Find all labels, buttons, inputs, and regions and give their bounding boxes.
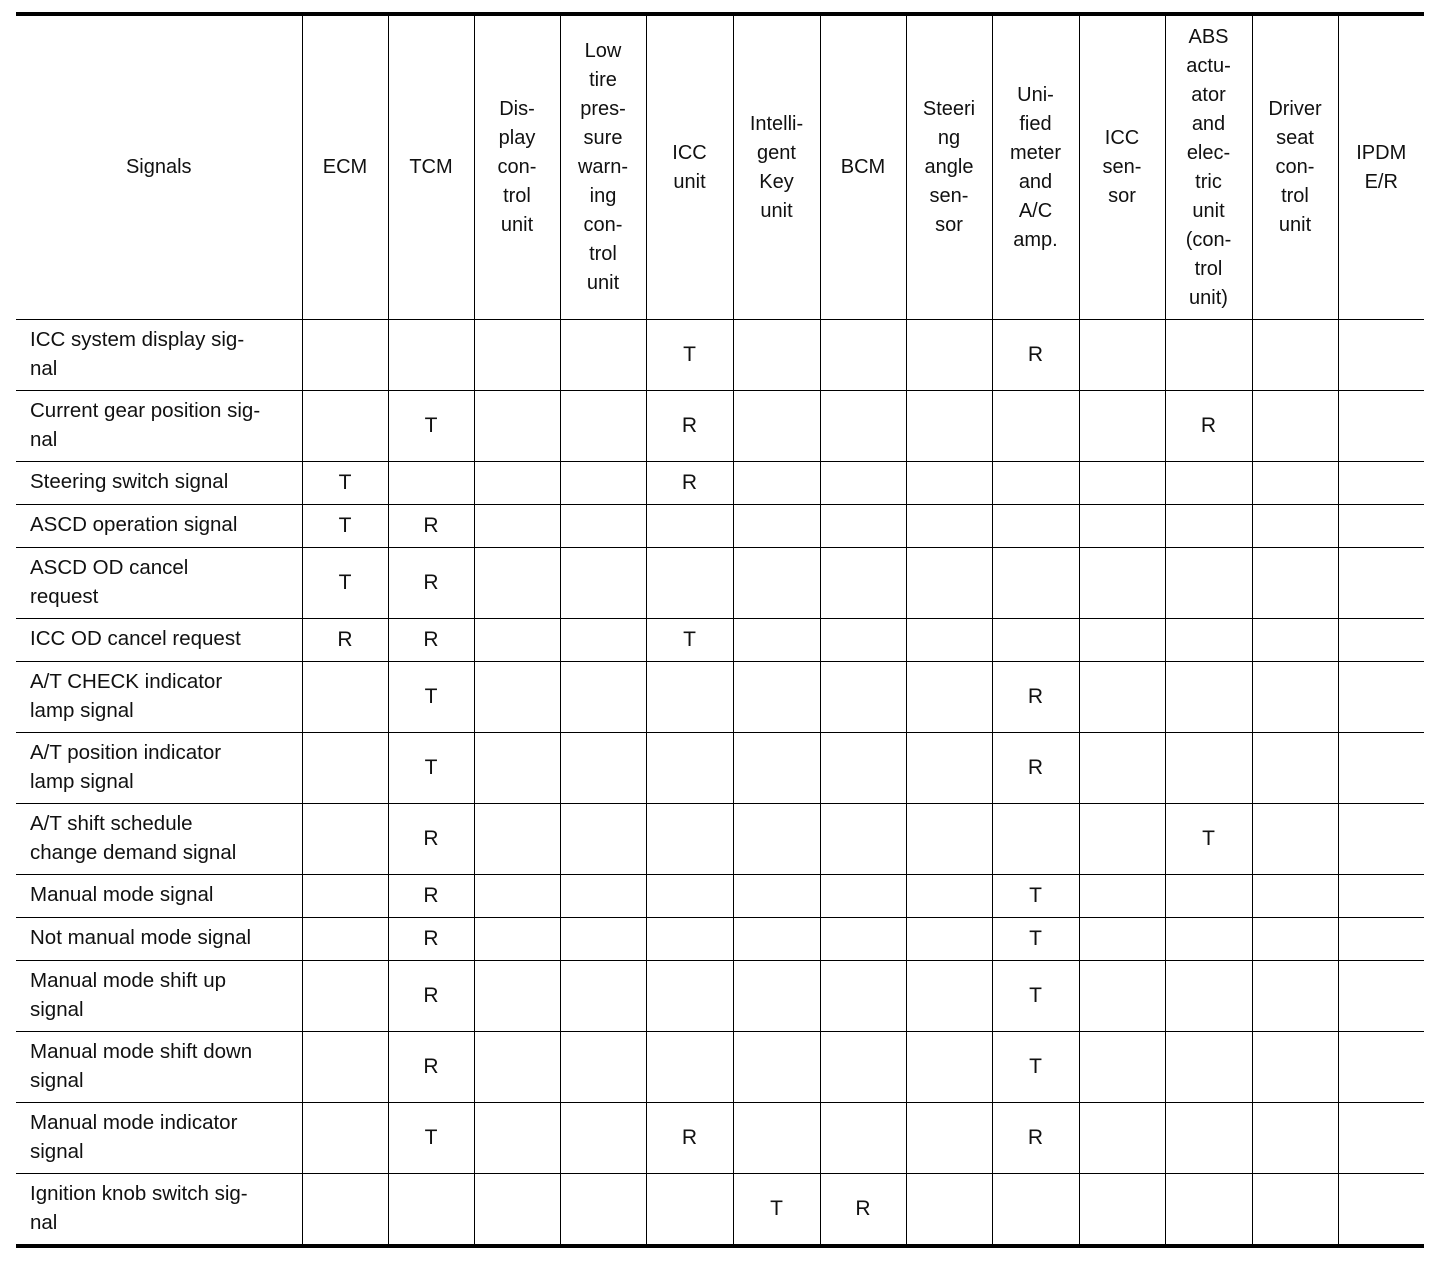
signal-mark-cell xyxy=(646,1174,733,1247)
signal-mark-cell xyxy=(1252,619,1338,662)
table-header xyxy=(16,14,1424,320)
signal-mark-cell: T xyxy=(992,1032,1079,1103)
signal-mark-cell xyxy=(906,961,992,1032)
signal-mark-cell xyxy=(1252,548,1338,619)
signal-mark-cell xyxy=(733,1032,820,1103)
signal-mark-cell xyxy=(992,1174,1079,1247)
signal-name-cell: Manual mode shift up signal xyxy=(16,961,302,1032)
signal-name-cell: ASCD OD cancel request xyxy=(16,548,302,619)
signal-mark-cell: R xyxy=(646,1103,733,1174)
signal-mark-cell: T xyxy=(733,1174,820,1247)
signal-mark-cell xyxy=(1338,462,1424,505)
column-header: ECM xyxy=(302,14,388,320)
signal-mark-cell xyxy=(560,918,646,961)
signal-mark-cell xyxy=(1079,619,1165,662)
signal-mark-cell xyxy=(474,961,560,1032)
signal-mark-cell: T xyxy=(992,875,1079,918)
signal-mark-cell: T xyxy=(992,918,1079,961)
signal-mark-cell xyxy=(1338,918,1424,961)
table-row xyxy=(16,961,1424,1032)
signal-mark-cell xyxy=(388,320,474,391)
signal-mark-cell xyxy=(646,875,733,918)
signal-mark-cell xyxy=(474,875,560,918)
signal-mark-cell xyxy=(560,619,646,662)
signal-mark-cell xyxy=(1165,662,1252,733)
signal-mark-cell xyxy=(302,1032,388,1103)
signal-mark-cell xyxy=(906,505,992,548)
signal-mark-cell xyxy=(1252,1032,1338,1103)
signal-mark-cell xyxy=(992,391,1079,462)
signal-mark-cell: R xyxy=(646,462,733,505)
signal-name-cell: Steering switch signal xyxy=(16,462,302,505)
column-header: Intelli- gent Key unit xyxy=(733,14,820,320)
signal-mark-cell xyxy=(560,462,646,505)
signal-mark-cell xyxy=(1252,918,1338,961)
signal-mark-cell: R xyxy=(992,733,1079,804)
signal-mark-cell: T xyxy=(388,1103,474,1174)
signal-mark-cell: R xyxy=(992,320,1079,391)
signal-mark-cell xyxy=(820,320,906,391)
signal-name-cell: Manual mode signal xyxy=(16,875,302,918)
can-signal-table xyxy=(16,12,1424,1248)
signal-mark-cell xyxy=(474,320,560,391)
signal-mark-cell xyxy=(302,804,388,875)
signal-mark-cell xyxy=(1165,1174,1252,1247)
signal-mark-cell xyxy=(302,1174,388,1247)
signal-mark-cell xyxy=(560,662,646,733)
signal-mark-cell xyxy=(1079,320,1165,391)
signal-mark-cell xyxy=(1338,662,1424,733)
signal-mark-cell xyxy=(302,320,388,391)
signal-mark-cell xyxy=(1252,462,1338,505)
column-header: Driver seat con- trol unit xyxy=(1252,14,1338,320)
signal-mark-cell xyxy=(906,320,992,391)
signal-mark-cell xyxy=(388,1174,474,1247)
column-header: BCM xyxy=(820,14,906,320)
signal-mark-cell xyxy=(646,548,733,619)
column-header: ICC unit xyxy=(646,14,733,320)
signal-mark-cell xyxy=(1079,733,1165,804)
signal-mark-cell xyxy=(992,619,1079,662)
signal-mark-cell xyxy=(560,733,646,804)
table-row xyxy=(16,804,1424,875)
signal-mark-cell xyxy=(1079,548,1165,619)
signal-mark-cell xyxy=(733,961,820,1032)
signal-mark-cell xyxy=(906,733,992,804)
signal-mark-cell xyxy=(560,548,646,619)
signal-mark-cell xyxy=(1252,505,1338,548)
signal-mark-cell xyxy=(1252,804,1338,875)
signal-mark-cell xyxy=(474,1103,560,1174)
signal-mark-cell xyxy=(646,961,733,1032)
signal-mark-cell xyxy=(560,505,646,548)
signal-mark-cell xyxy=(1165,1032,1252,1103)
signal-mark-cell xyxy=(646,662,733,733)
signal-mark-cell xyxy=(302,1103,388,1174)
table-row xyxy=(16,1103,1424,1174)
signal-mark-cell: R xyxy=(388,548,474,619)
signal-mark-cell xyxy=(992,804,1079,875)
table-row xyxy=(16,918,1424,961)
signal-name-cell: ICC OD cancel request xyxy=(16,619,302,662)
signal-mark-cell xyxy=(906,462,992,505)
signal-mark-cell xyxy=(1165,961,1252,1032)
signal-mark-cell xyxy=(1338,505,1424,548)
signal-mark-cell: T xyxy=(646,320,733,391)
signal-name-cell: Ignition knob switch sig- nal xyxy=(16,1174,302,1247)
signal-mark-cell xyxy=(1079,662,1165,733)
signal-mark-cell xyxy=(302,961,388,1032)
signal-mark-cell xyxy=(1338,1103,1424,1174)
signal-mark-cell xyxy=(733,619,820,662)
signal-mark-cell xyxy=(1338,1032,1424,1103)
signal-mark-cell xyxy=(820,961,906,1032)
signal-mark-cell xyxy=(646,733,733,804)
signal-mark-cell xyxy=(302,733,388,804)
column-header: Uni- fied meter and A/C amp. xyxy=(992,14,1079,320)
signal-mark-cell xyxy=(906,1103,992,1174)
table-row xyxy=(16,1032,1424,1103)
signal-mark-cell: T xyxy=(1165,804,1252,875)
signal-mark-cell: T xyxy=(302,505,388,548)
signal-mark-cell xyxy=(560,1032,646,1103)
signal-mark-cell xyxy=(474,619,560,662)
header-row xyxy=(16,14,1424,320)
column-header: ABS actu- ator and elec- tric unit (con- trol unit) xyxy=(1165,14,1252,320)
signal-mark-cell xyxy=(992,505,1079,548)
signal-mark-cell xyxy=(820,918,906,961)
signal-mark-cell xyxy=(1079,1174,1165,1247)
signal-mark-cell xyxy=(1165,505,1252,548)
signal-mark-cell xyxy=(1252,662,1338,733)
signal-mark-cell xyxy=(906,619,992,662)
table-row xyxy=(16,1174,1424,1247)
table-row xyxy=(16,875,1424,918)
signal-mark-cell xyxy=(474,918,560,961)
signal-mark-cell xyxy=(1079,875,1165,918)
signal-mark-cell xyxy=(1252,1103,1338,1174)
signal-name-cell: A/T position indicator lamp signal xyxy=(16,733,302,804)
signal-mark-cell: R xyxy=(388,918,474,961)
signal-mark-cell: R xyxy=(1165,391,1252,462)
table-row xyxy=(16,548,1424,619)
signal-mark-cell xyxy=(1079,462,1165,505)
signal-mark-cell xyxy=(733,733,820,804)
signal-mark-cell xyxy=(992,548,1079,619)
signal-mark-cell xyxy=(1338,548,1424,619)
signal-mark-cell xyxy=(733,804,820,875)
signal-mark-cell xyxy=(820,1103,906,1174)
signal-mark-cell xyxy=(560,391,646,462)
column-header-signals: Signals xyxy=(16,14,302,320)
signal-mark-cell: T xyxy=(302,548,388,619)
signal-mark-cell xyxy=(906,1032,992,1103)
signal-mark-cell: R xyxy=(388,875,474,918)
table-row xyxy=(16,619,1424,662)
table-row xyxy=(16,462,1424,505)
signal-mark-cell xyxy=(474,804,560,875)
signal-mark-cell xyxy=(560,1174,646,1247)
column-header: Dis- play con- trol unit xyxy=(474,14,560,320)
signal-mark-cell xyxy=(474,548,560,619)
signal-mark-cell xyxy=(1165,619,1252,662)
signal-mark-cell xyxy=(1338,733,1424,804)
signal-mark-cell xyxy=(1165,733,1252,804)
signal-mark-cell xyxy=(560,875,646,918)
signal-mark-cell xyxy=(646,505,733,548)
table-body xyxy=(16,320,1424,1247)
column-header: IPDM E/R xyxy=(1338,14,1424,320)
signal-mark-cell xyxy=(1338,320,1424,391)
signal-name-cell: A/T CHECK indicator lamp signal xyxy=(16,662,302,733)
signal-mark-cell xyxy=(820,462,906,505)
table-row xyxy=(16,391,1424,462)
signal-mark-cell xyxy=(474,1174,560,1247)
signal-mark-cell xyxy=(1165,918,1252,961)
signal-mark-cell xyxy=(474,391,560,462)
signal-mark-cell: T xyxy=(302,462,388,505)
signal-mark-cell xyxy=(474,505,560,548)
signal-table-container xyxy=(16,12,1424,1248)
signal-name-cell: ICC system display sig- nal xyxy=(16,320,302,391)
signal-mark-cell xyxy=(733,462,820,505)
signal-mark-cell xyxy=(820,733,906,804)
signal-mark-cell xyxy=(733,875,820,918)
signal-mark-cell: T xyxy=(992,961,1079,1032)
signal-mark-cell xyxy=(474,462,560,505)
signal-mark-cell xyxy=(733,391,820,462)
signal-mark-cell xyxy=(992,462,1079,505)
signal-mark-cell xyxy=(906,548,992,619)
signal-mark-cell xyxy=(1079,918,1165,961)
signal-mark-cell xyxy=(906,804,992,875)
signal-mark-cell xyxy=(1079,961,1165,1032)
signal-name-cell: Manual mode indicator signal xyxy=(16,1103,302,1174)
signal-mark-cell xyxy=(1252,1174,1338,1247)
signal-mark-cell: R xyxy=(646,391,733,462)
table-row xyxy=(16,733,1424,804)
signal-mark-cell: T xyxy=(388,733,474,804)
signal-mark-cell xyxy=(733,662,820,733)
column-header: Low tire pres- sure warn- ing con- trol unit xyxy=(560,14,646,320)
signal-mark-cell xyxy=(646,804,733,875)
signal-mark-cell xyxy=(820,548,906,619)
signal-mark-cell xyxy=(388,462,474,505)
signal-mark-cell: T xyxy=(646,619,733,662)
signal-mark-cell xyxy=(1338,619,1424,662)
signal-mark-cell xyxy=(1079,391,1165,462)
signal-mark-cell xyxy=(1338,391,1424,462)
table-row xyxy=(16,320,1424,391)
signal-mark-cell: R xyxy=(388,961,474,1032)
signal-mark-cell xyxy=(646,918,733,961)
signal-mark-cell xyxy=(820,391,906,462)
signal-mark-cell xyxy=(1338,1174,1424,1247)
signal-mark-cell xyxy=(302,662,388,733)
signal-mark-cell xyxy=(302,918,388,961)
signal-mark-cell: R xyxy=(388,1032,474,1103)
signal-mark-cell xyxy=(560,1103,646,1174)
signal-mark-cell xyxy=(1165,462,1252,505)
signal-mark-cell: T xyxy=(388,391,474,462)
signal-mark-cell: R xyxy=(388,505,474,548)
signal-mark-cell xyxy=(560,961,646,1032)
signal-mark-cell xyxy=(1079,1103,1165,1174)
signal-mark-cell xyxy=(1079,505,1165,548)
signal-mark-cell xyxy=(302,391,388,462)
signal-mark-cell: R xyxy=(992,662,1079,733)
column-header: TCM xyxy=(388,14,474,320)
signal-name-cell: A/T shift schedule change demand signal xyxy=(16,804,302,875)
signal-mark-cell xyxy=(1079,804,1165,875)
signal-mark-cell: R xyxy=(992,1103,1079,1174)
signal-mark-cell xyxy=(733,1103,820,1174)
column-header: ICC sen- sor xyxy=(1079,14,1165,320)
signal-mark-cell xyxy=(820,875,906,918)
signal-mark-cell xyxy=(1252,875,1338,918)
signal-mark-cell: R xyxy=(820,1174,906,1247)
table-row xyxy=(16,662,1424,733)
signal-mark-cell xyxy=(1079,1032,1165,1103)
signal-mark-cell xyxy=(560,320,646,391)
signal-mark-cell xyxy=(906,662,992,733)
signal-mark-cell xyxy=(820,505,906,548)
signal-mark-cell xyxy=(906,875,992,918)
signal-mark-cell xyxy=(1252,961,1338,1032)
signal-mark-cell xyxy=(733,918,820,961)
signal-name-cell: Current gear position sig- nal xyxy=(16,391,302,462)
table-row xyxy=(16,505,1424,548)
signal-mark-cell xyxy=(474,733,560,804)
signal-mark-cell xyxy=(906,391,992,462)
signal-mark-cell xyxy=(474,662,560,733)
signal-mark-cell xyxy=(733,320,820,391)
signal-mark-cell xyxy=(820,1032,906,1103)
signal-mark-cell xyxy=(1165,875,1252,918)
signal-mark-cell: R xyxy=(302,619,388,662)
column-header: Steeri ng angle sen- sor xyxy=(906,14,992,320)
signal-mark-cell xyxy=(302,875,388,918)
signal-mark-cell xyxy=(820,619,906,662)
signal-mark-cell: R xyxy=(388,619,474,662)
signal-mark-cell xyxy=(1338,961,1424,1032)
signal-mark-cell xyxy=(1252,320,1338,391)
signal-mark-cell xyxy=(733,548,820,619)
signal-mark-cell: R xyxy=(388,804,474,875)
signal-mark-cell xyxy=(1165,320,1252,391)
signal-mark-cell xyxy=(820,804,906,875)
signal-mark-cell xyxy=(646,1032,733,1103)
signal-mark-cell xyxy=(474,1032,560,1103)
signal-mark-cell xyxy=(906,1174,992,1247)
signal-mark-cell xyxy=(1165,548,1252,619)
signal-mark-cell xyxy=(560,804,646,875)
signal-name-cell: Not manual mode signal xyxy=(16,918,302,961)
signal-mark-cell xyxy=(1338,875,1424,918)
signal-mark-cell xyxy=(733,505,820,548)
signal-mark-cell xyxy=(1252,391,1338,462)
signal-name-cell: Manual mode shift down signal xyxy=(16,1032,302,1103)
signal-mark-cell xyxy=(1252,733,1338,804)
signal-mark-cell xyxy=(906,918,992,961)
signal-mark-cell xyxy=(820,662,906,733)
signal-mark-cell: T xyxy=(388,662,474,733)
signal-mark-cell xyxy=(1338,804,1424,875)
signal-name-cell: ASCD operation signal xyxy=(16,505,302,548)
signal-mark-cell xyxy=(1165,1103,1252,1174)
